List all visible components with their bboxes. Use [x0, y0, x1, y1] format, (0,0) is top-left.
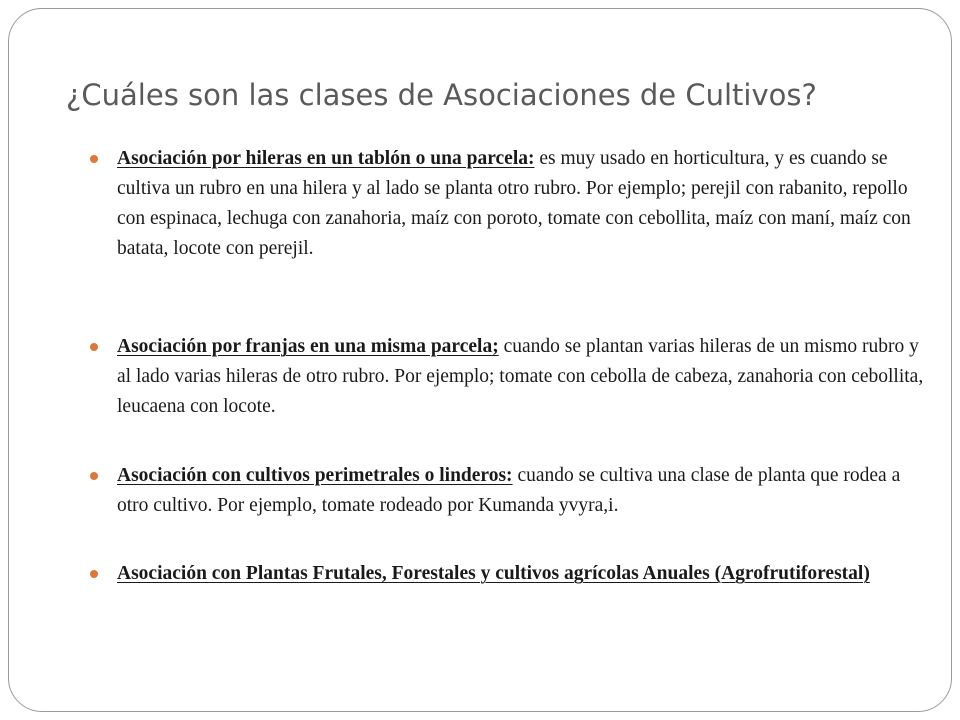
bullet-item-hileras [90, 144, 936, 264]
bullet-text: es muy usado en horticultura, y es cuando se cultiva un rubro en una hilera y al lado se planta otro rubro. Por ejemplo; perejil con rabanito, repollo con espinaca, lechuga con zanahoria, maíz con poroto, tomate con cebollita, maíz con maní, maíz con batata, locote con perejil. [117, 148, 911, 259]
bullet-body [117, 144, 936, 264]
bullet-body [117, 461, 936, 521]
bullet-term: Asociación con Plantas Frutales, Forestales y cultivos agrícolas Anuales (Agrofrutiforestal) [117, 563, 870, 584]
bullet-term: Asociación por franjas en una misma parcela; [117, 336, 499, 357]
bullet-body [117, 559, 936, 589]
bullet-dot-icon [90, 570, 98, 578]
bullet-body [117, 332, 936, 422]
bullet-dot-icon [90, 343, 98, 351]
bullet-item-franjas [90, 332, 936, 422]
bullet-term: Asociación por hileras en un tablón o una parcela: [117, 148, 535, 169]
slide-title: ¿Cuáles son las clases de Asociaciones de Cultivos? [66, 78, 817, 112]
bullet-dot-icon [90, 155, 98, 163]
bullet-item-perimetrales [90, 461, 936, 521]
bullet-term: Asociación con cultivos perimetrales o linderos: [117, 465, 513, 486]
bullet-item-agrofrutiforestal [90, 559, 936, 589]
bullet-text: cuando se cultiva una clase de planta que rodea a otro cultivo. Por ejemplo, tomate rodeado por Kumanda yvyra,i. [117, 465, 901, 516]
bullet-dot-icon [90, 472, 98, 480]
bullet-text: cuando se plantan varias hileras de un mismo rubro y al lado varias hileras de otro rubro. Por ejemplo; tomate con cebolla de cabeza, zanahoria con cebollita, leucaena con locote. [117, 336, 924, 417]
